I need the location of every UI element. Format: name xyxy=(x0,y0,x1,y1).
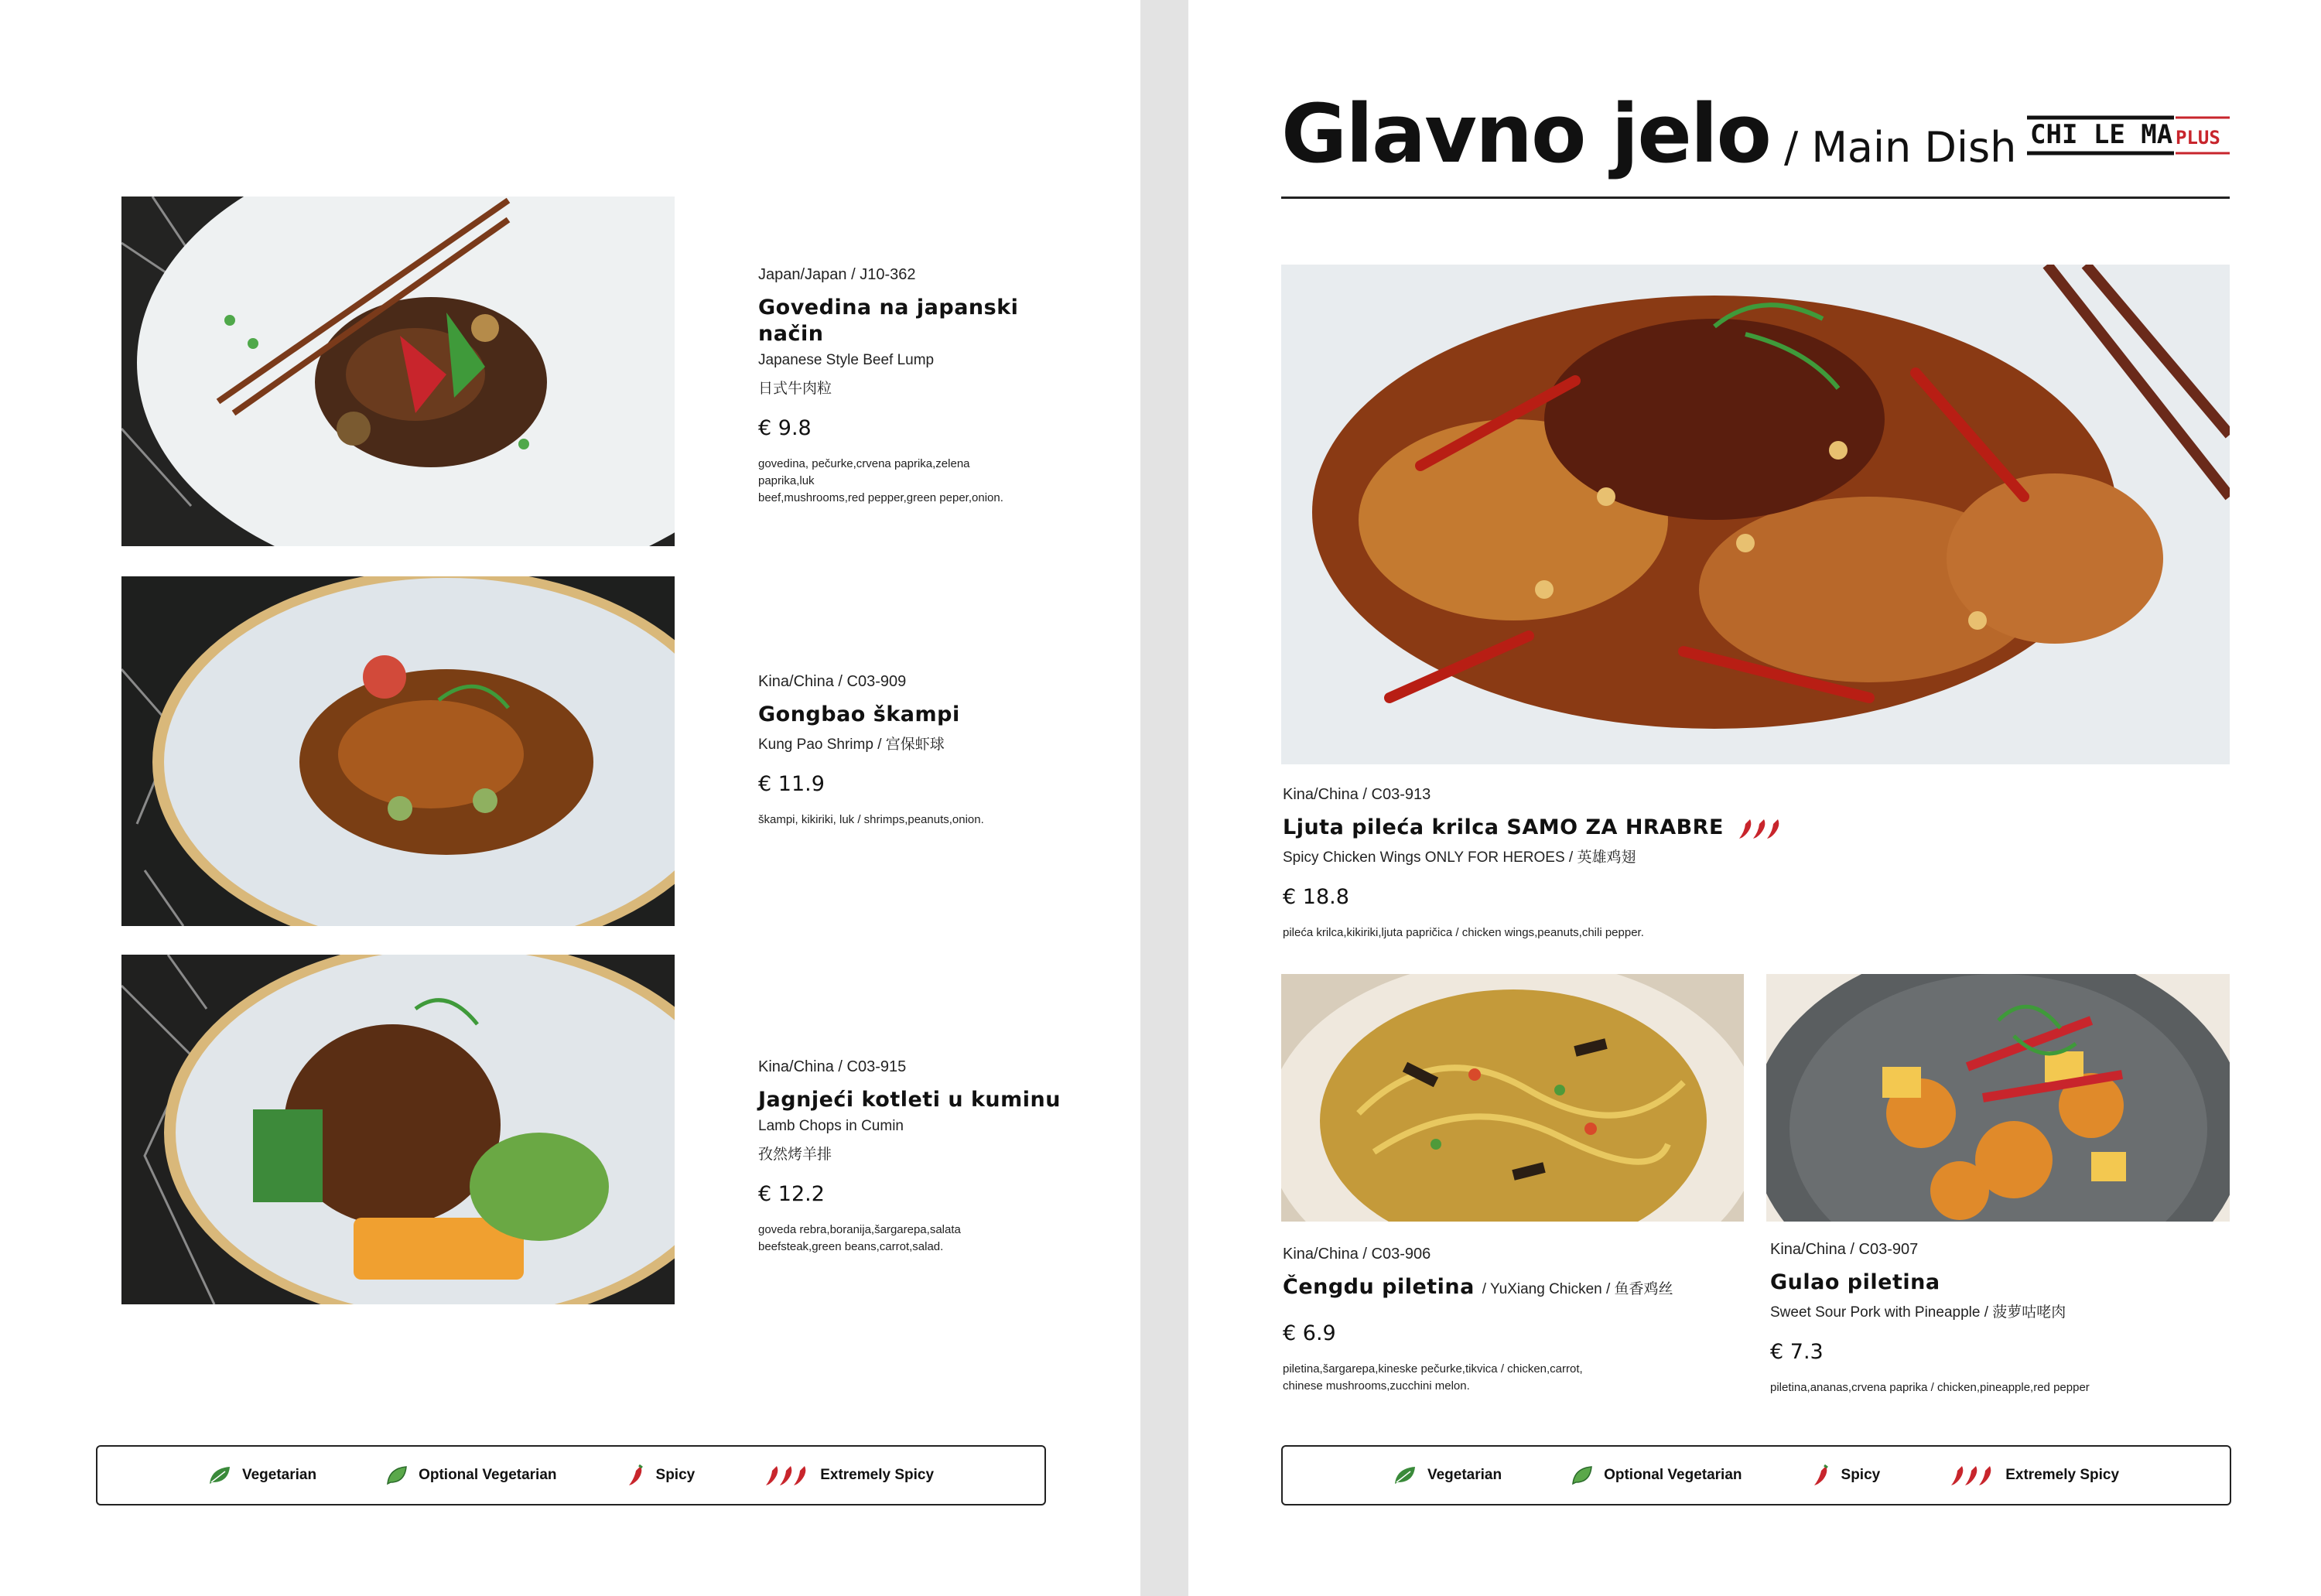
dish-info-lamb-chops xyxy=(758,1058,1083,1256)
dish-ingredients: škampi, kikiriki, luk / shrimps,peanuts,onion. xyxy=(758,813,984,826)
dish-price: € 7.3 xyxy=(1770,1340,1824,1364)
legend-spicy xyxy=(627,1464,696,1486)
ingredients-line: piletina,šargarepa,kineske pečurke,tikvica / chicken,carrot, xyxy=(1283,1362,1583,1376)
legend-optional-vegetarian xyxy=(386,1465,556,1485)
legend-left xyxy=(96,1445,1046,1505)
dish-english-name: Spicy Chicken Wings ONLY FOR HEROES / 英雄鸡翅 xyxy=(1283,849,1636,866)
dish-inline-subtitle: / YuXiang Chicken / 鱼香鸡丝 xyxy=(1482,1281,1673,1297)
dish-info-japanese-beef xyxy=(758,266,1083,507)
dish-ingredients: piletina,ananas,crvena paprika / chicken,pineapple,red pepper xyxy=(1770,1381,2090,1394)
dish-photo-japanese-beef xyxy=(121,197,675,546)
dish-ingredients: pileća krilca,kikiriki,ljuta papričica / chicken wings,peanuts,chili pepper. xyxy=(1283,926,1644,939)
dish-origin: Kina/China / C03-907 xyxy=(1770,1241,1919,1258)
legend-optional-vegetarian xyxy=(1571,1465,1742,1485)
dish-price: € 18.8 xyxy=(1283,885,1349,909)
dish-name-line: Govedina na japanski xyxy=(758,296,1019,320)
page-gutter xyxy=(1140,0,1188,1596)
ingredients-line: beef,mushrooms,red pepper,green peper,onion. xyxy=(758,491,1003,504)
dish-photo-sweet-sour-pork xyxy=(1766,974,2230,1222)
dish-price: € 6.9 xyxy=(1283,1321,1336,1345)
dish-name xyxy=(1283,1274,1739,1303)
page-title-sub: / Main Dish xyxy=(1783,123,2017,172)
dish-ingredients xyxy=(758,1222,1083,1256)
legend-label: Optional Vegetarian xyxy=(1604,1467,1742,1483)
dish-photo-lamb-chops xyxy=(121,955,675,1304)
dish-origin: Kina/China / C03-906 xyxy=(1283,1246,1431,1263)
dish-name: Gulao piletina xyxy=(1770,1270,1940,1294)
dish-price: € 9.8 xyxy=(758,416,812,440)
ingredients-line: chinese mushrooms,zucchini melon. xyxy=(1283,1379,1470,1393)
dish-chinese-name: 日式牛肉粒 xyxy=(758,381,832,397)
restaurant-logo xyxy=(2027,108,2230,162)
dish-price: € 11.9 xyxy=(758,772,825,796)
title-divider xyxy=(1281,197,2230,199)
dish-photo-spicy-chicken-wings xyxy=(1281,265,2230,764)
dish-price: € 12.2 xyxy=(758,1182,825,1206)
dish-english-name: Kung Pao Shrimp / 宫保虾球 xyxy=(758,736,945,753)
leaf-outline-icon xyxy=(1571,1465,1593,1485)
dish-english-name: Lamb Chops in Cumin xyxy=(758,1118,904,1134)
dish-origin: Kina/China / C03-915 xyxy=(758,1058,907,1075)
page-title-main: Glavno jelo xyxy=(1281,87,1770,181)
dish-name: Jagnjeći kotleti u kuminu xyxy=(758,1088,1061,1112)
legend-label: Extremely Spicy xyxy=(820,1467,935,1483)
legend-label: Vegetarian xyxy=(1427,1467,1502,1483)
ingredients-line: beefsteak,green beans,carrot,salad. xyxy=(758,1240,944,1253)
ingredients-line: govedina, pečurke,crvena paprika,zelena xyxy=(758,457,970,470)
triple-chili-pepper-icon xyxy=(764,1464,809,1486)
dish-origin: Kina/China / C03-909 xyxy=(758,673,907,690)
dish-info-sweet-sour-pork xyxy=(1770,1241,2227,1396)
dish-name-text: Ljuta pileća krilca SAMO ZA HRABRE xyxy=(1283,815,1724,839)
dish-info-yuxiang-chicken xyxy=(1283,1246,1739,1395)
dish-name xyxy=(1283,815,2134,841)
dish-name xyxy=(758,295,1083,347)
leaf-icon xyxy=(1393,1465,1417,1485)
dish-info-gongbao-shrimp xyxy=(758,673,1083,829)
ingredients-line: goveda rebra,boranija,šargarepa,salata xyxy=(758,1223,961,1236)
leaf-icon xyxy=(208,1465,231,1485)
dish-ingredients xyxy=(1283,1361,1739,1395)
left-page xyxy=(0,0,1140,1596)
dish-name-text: Čengdu piletina xyxy=(1283,1275,1475,1299)
dish-english-name: Sweet Sour Pork with Pineapple / 菠萝咕咾肉 xyxy=(1770,1304,2066,1321)
leaf-outline-icon xyxy=(386,1465,408,1485)
legend-vegetarian xyxy=(208,1465,316,1485)
dish-name: Gongbao škampi xyxy=(758,702,960,726)
dish-info-spicy-chicken-wings xyxy=(1283,786,2134,942)
chili-pepper-icon xyxy=(1812,1464,1830,1486)
dish-origin: Kina/China / C03-913 xyxy=(1283,786,1431,803)
legend-vegetarian xyxy=(1393,1465,1502,1485)
logo-plus-text: PLUS xyxy=(2176,127,2220,149)
dish-name-line: način xyxy=(758,322,824,346)
dish-origin: Japan/Japan / J10-362 xyxy=(758,266,916,283)
extremely-spicy-icon xyxy=(1738,818,1783,839)
page-title xyxy=(1281,87,2016,181)
dish-ingredients xyxy=(758,456,1083,507)
ingredients-line: paprika,luk xyxy=(758,474,815,487)
dish-english-name: Japanese Style Beef Lump xyxy=(758,352,935,368)
legend-spicy xyxy=(1812,1464,1881,1486)
legend-label: Spicy xyxy=(655,1467,696,1483)
legend-extremely-spicy xyxy=(764,1464,934,1486)
logo-text: CHI LE MA xyxy=(2030,119,2173,150)
dish-photo-gongbao-shrimp xyxy=(121,576,675,926)
dish-chinese-name: 孜然烤羊排 xyxy=(758,1147,832,1163)
legend-label: Spicy xyxy=(1841,1467,1881,1483)
chili-pepper-icon xyxy=(627,1464,645,1486)
legend-label: Vegetarian xyxy=(241,1467,317,1483)
legend-label: Extremely Spicy xyxy=(2005,1467,2120,1483)
legend-extremely-spicy xyxy=(1950,1464,2119,1486)
right-page xyxy=(1188,0,2321,1596)
dish-photo-yuxiang-chicken xyxy=(1281,974,1744,1222)
legend-right xyxy=(1281,1445,2231,1505)
triple-chili-pepper-icon xyxy=(1950,1464,1995,1486)
legend-label: Optional Vegetarian xyxy=(419,1467,557,1483)
